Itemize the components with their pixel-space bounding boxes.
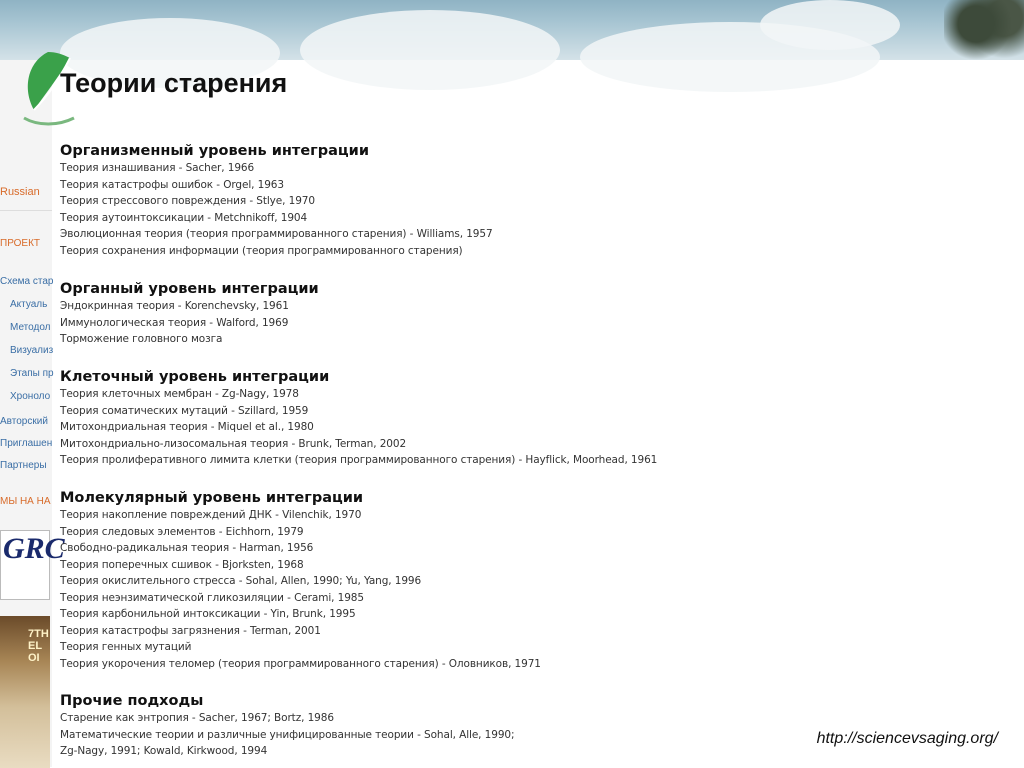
list-item: Теория клеточных мембран - Zg-Nagy, 1978 (60, 388, 299, 400)
section-title: Молекулярный уровень интеграции (60, 490, 364, 506)
list-item: Теория изнашивания - Sacher, 1966 (60, 162, 255, 174)
bottom-label: МЫ НА НА (0, 496, 51, 507)
book-cover-image (0, 616, 50, 768)
list-item: Теория карбонильной интоксикации - Yin, Brunk, 1995 (60, 608, 356, 620)
list-item: Теория катастрофы загрязнения - Terman, 2001 (60, 624, 321, 637)
list-item: Теория накопление повреждений ДНК - Vilenchik, 1970 (60, 509, 362, 521)
list-item: Иммунологическая теория - Walford, 1969 (60, 316, 289, 329)
menu-item[interactable]: Методол (10, 322, 51, 333)
slide-content (60, 60, 1020, 767)
list-item: Митохондриальная теория - Miquel et al., 1980 (60, 421, 314, 433)
list-item: Теория сохранения информации (теория программированного старения) (60, 244, 463, 257)
menu-item[interactable]: Этапы пр (10, 368, 54, 379)
section-title: Клеточный уровень интеграции (60, 369, 330, 385)
lang-link[interactable]: Russian (0, 186, 40, 198)
grc-logo (0, 530, 65, 600)
menu-item[interactable]: Актуаль (10, 299, 48, 310)
menu-item[interactable]: Схема стар (0, 276, 54, 287)
section-cellular (60, 368, 657, 469)
grc-logo-text: GRC (3, 532, 65, 565)
section-title: Органный уровень интеграции (60, 281, 319, 297)
list-item: Теория стрессового повреждения - Stlye, 1970 (60, 195, 315, 207)
list-item: Теория окислительного стресса - Sohal, Allen, 1990; Yu, Yang, 1996 (60, 575, 422, 587)
list-item: Эволюционная теория (теория программированного старения) - Williams, 1957 (60, 228, 493, 240)
list-item: Теория аутоинтоксикации - Metchnikoff, 1904 (60, 211, 308, 224)
menu-item[interactable]: Партнеры (0, 460, 47, 471)
background-site-strip (0, 60, 65, 767)
list-item: Свободно-радикальная теория - Harman, 1956 (60, 542, 314, 554)
list-item: Теория генных мутаций (60, 641, 192, 653)
list-item: Теория поперечных сшивок - Bjorksten, 1968 (60, 558, 304, 571)
project-label: ПРОЕКТ (0, 238, 41, 249)
cloud-shape (760, 0, 900, 50)
list-item: Теория пролиферативного лимита клетки (теория программированного старения) - Hayflick, Moorhead, 1961 (60, 454, 658, 466)
list-item: Математические теории и различные унифицированные теории - Sohal, Alle, 1990; (60, 728, 515, 741)
menu-item[interactable]: Приглашен (0, 438, 53, 449)
list-item: Теория неэнзиматической гликозиляции - Cerami, 1985 (60, 591, 364, 604)
menu-item[interactable]: Визуализ (10, 345, 54, 356)
list-item: Теория укорочения теломер (теория программированного старения) - Оловников, 1971 (60, 657, 541, 670)
list-item: Митохондриально-лизосомальная теория - Brunk, Terman, 2002 (60, 437, 407, 450)
section-organ (60, 280, 319, 348)
list-item: Эндокринная теория - Korenchevsky, 1961 (60, 300, 289, 312)
list-item: Теория соматических мутаций - Szillard, 1959 (60, 404, 309, 417)
section-other (60, 692, 514, 760)
section-organism (60, 142, 493, 259)
list-item: Zg-Nagy, 1991; Kowald, Kirkwood, 1994 (60, 745, 268, 757)
tree-silhouette (944, 0, 1024, 60)
list-item: Старение как энтропия - Sacher, 1967; Bortz, 1986 (60, 712, 334, 724)
section-molecular (60, 489, 541, 672)
divider (0, 210, 52, 211)
source-url[interactable]: http://sciencevsaging.org/ (816, 730, 998, 747)
list-item: Торможение головного мозга (60, 333, 223, 345)
menu-item[interactable]: Авторский (0, 416, 48, 427)
list-item: Теория следовых элементов - Eichhorn, 1979 (60, 525, 304, 538)
menu-item[interactable]: Хроноло (10, 391, 51, 402)
section-title: Прочие подходы (60, 693, 204, 709)
book-cover-text: 7TH EL OI (28, 628, 49, 664)
sky-banner (0, 0, 1024, 60)
list-item: Теория катастрофы ошибок - Orgel, 1963 (60, 178, 284, 191)
page-title: Теории старения (60, 68, 288, 98)
section-title: Организменный уровень интеграции (60, 143, 369, 159)
